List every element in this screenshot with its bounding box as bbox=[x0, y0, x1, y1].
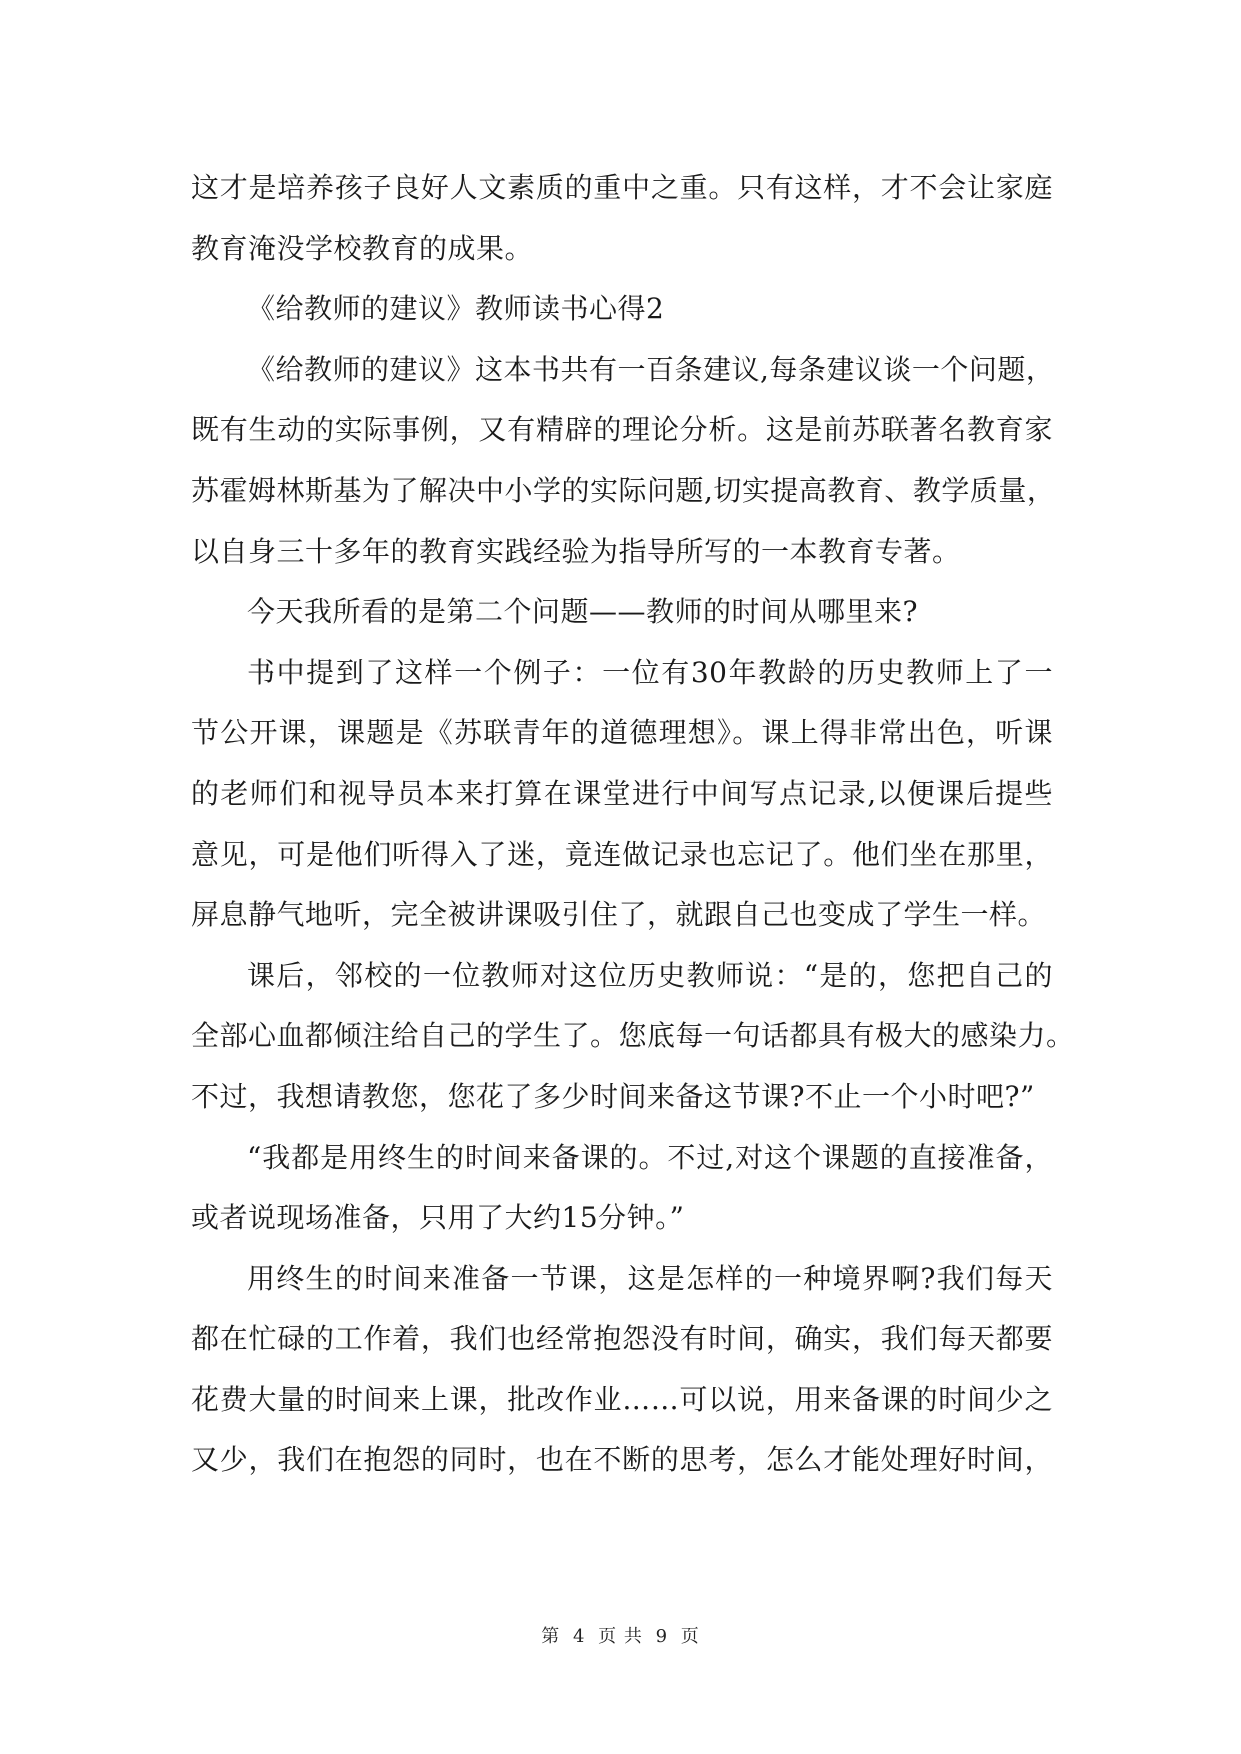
paragraph-line: 教育淹没学校教育的成果。 bbox=[191, 231, 534, 265]
paragraph-line: “我都是用终生的时间来备课的。不过,对这个课题的直接准备， bbox=[247, 1140, 1053, 1174]
paragraph-line: 苏霍姆林斯基为了解决中小学的实际问题,切实提高教育、教学质量， bbox=[191, 473, 1056, 507]
paragraph-line: 又少，我们在抱怨的同时，也在不断的思考，怎么才能处理好时间， bbox=[191, 1443, 1053, 1477]
paragraph-line: 屏息静气地听，完全被讲课吸引住了，就跟自己也变成了学生一样。 bbox=[191, 898, 1047, 932]
paragraph-line: 这才是培养孩子良好人文素质的重中之重。只有这样，才不会让家庭 bbox=[191, 171, 1053, 204]
footer-prefix: 第 bbox=[541, 1626, 561, 1647]
body-text bbox=[191, 158, 1075, 1491]
paragraph-line: 今天我所看的是第二个问题——教师的时间从哪里来? bbox=[247, 595, 919, 629]
paragraph-line: 不过，我想请教您，您花了多少时间来备这节课?不止一个小时吧?” bbox=[191, 1079, 1035, 1113]
paragraph-line: 书中提到了这样一个例子：一位有30年教龄的历史教师上了一 bbox=[247, 655, 1053, 689]
footer-middle: 页 共 bbox=[598, 1626, 643, 1647]
page-footer bbox=[0, 1622, 1241, 1648]
section-heading: 《给教师的建议》教师读书心得2 bbox=[247, 292, 665, 326]
paragraph-line: 的老师们和视导员本来打算在课堂进行中间写点记录,以便课后提些 bbox=[191, 776, 1053, 810]
footer-suffix: 页 bbox=[680, 1626, 700, 1647]
paragraph-line: 课后，邻校的一位教师对这位历史教师说：“是的，您把自己的 bbox=[247, 958, 1053, 992]
paragraph-line: 用终生的时间来准备一节课，这是怎样的一种境界啊?我们每天 bbox=[247, 1261, 1053, 1295]
total-pages-number: 9 bbox=[655, 1626, 669, 1647]
paragraph-line: 节公开课，课题是《苏联青年的道德理想》。课上得非常出色，听课 bbox=[191, 716, 1053, 750]
paragraph-line: 意见，可是他们听得入了迷，竟连做记录也忘记了。他们坐在那里， bbox=[191, 837, 1053, 871]
paragraph-line: 花费大量的时间来上课，批改作业……可以说，用来备课的时间少之 bbox=[191, 1382, 1053, 1416]
current-page-number: 4 bbox=[572, 1626, 586, 1647]
paragraph-line: 以自身三十多年的教育实践经验为指导所写的一本教育专著。 bbox=[191, 534, 961, 568]
paragraph-line: 都在忙碌的工作着，我们也经常抱怨没有时间，确实，我们每天都要 bbox=[191, 1322, 1053, 1356]
paragraph-line: 既有生动的实际事例，又有精辟的理论分析。这是前苏联著名教育家 bbox=[191, 413, 1053, 447]
paragraph-line: 《给教师的建议》这本书共有一百条建议,每条建议谈一个问题， bbox=[247, 352, 1055, 386]
paragraph-line: 全部心血都倾注给自己的学生了。您底每一句话都具有极大的感染力。 bbox=[191, 1019, 1075, 1053]
paragraph-line: 或者说现场准备，只用了大约15分钟。” bbox=[191, 1201, 685, 1235]
